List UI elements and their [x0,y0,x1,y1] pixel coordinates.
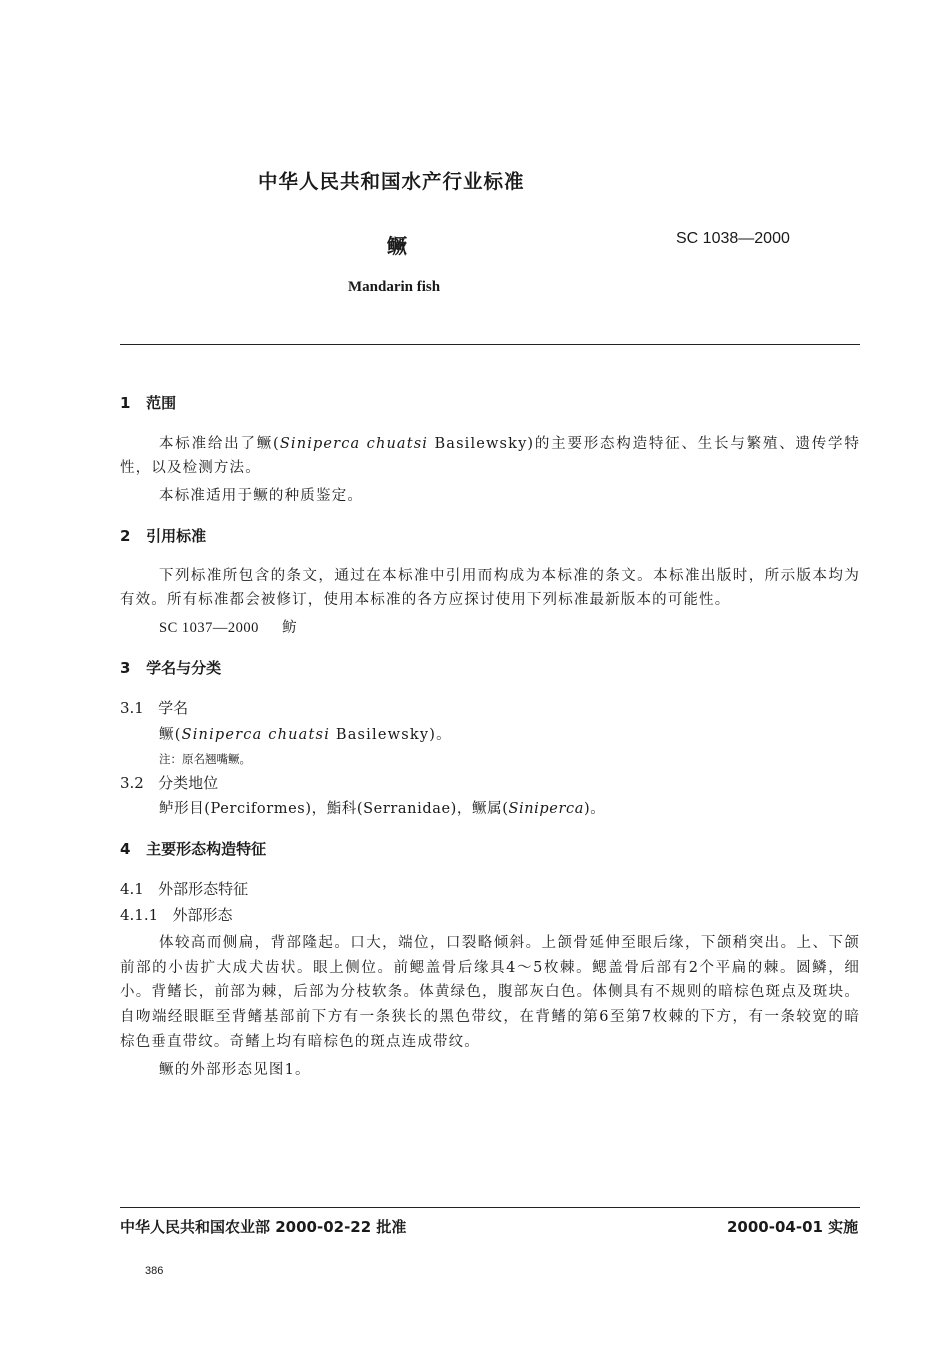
section-3-heading [120,657,221,678]
latin-name: Siniperca chuatsi [279,436,429,452]
reference-entry [159,616,298,637]
section-title: 范围 [146,394,177,412]
text-run: 本标准给出了鳜( [159,436,280,452]
taxonomic-position [159,797,605,818]
subsection-title: 外部形态 [172,906,233,924]
subsection-title: 分类地位 [158,774,219,792]
subsection-number: 4.1.1 [120,906,159,924]
latin-name: Siniperca [508,801,584,817]
page-number: 386 [145,1265,164,1277]
section-number: 2 [120,527,131,545]
section-title: 引用标准 [146,527,207,545]
title-en: Mandarin fish [348,279,441,295]
header-divider [120,344,860,345]
section-1-heading [120,392,176,413]
subsection-number: 3.2 [120,774,144,792]
section-number: 1 [120,394,131,412]
latin-name: Siniperca chuatsi [181,727,331,743]
scientific-name-note: 注：原名翘嘴鳜。 [159,752,251,766]
subsection-3-2-heading [120,772,218,793]
subsection-number: 4.1 [120,880,144,898]
section-1-paragraph [120,432,860,480]
standard-code: SC 1038—2000 [676,230,790,247]
reference-code: SC 1037—2000 [159,620,259,636]
text-run: )。 [583,801,606,817]
implementation-line: 2000-04-01 实施 [727,1218,859,1236]
text-run: Basilewsky)。 [330,727,452,743]
subsection-title: 学名 [158,699,189,717]
external-morphology-paragraph: 体较高而侧扁，背部隆起。口大，端位，口裂略倾斜。上颌骨延伸至眼后缘，下颌稍突出。上、下颌前部的小齿扩大成犬齿状。眼上侧位。前鳃盖骨后缘具4～5枚棘。鳃盖骨后部有2个平扁的棘。圆鳞，细小。背鳍长，前部为棘，后部为分枝软条。体黄绿色，腹部灰白色。体侧具有不规则的暗棕色斑点及斑块。自吻端经眼眶至背鳍基部前下方有一条狭长的黑色带纹，在背鳍的第6至第7枚棘的下方，有一条较宽的暗棕色垂直带纹。奇鳍上均有暗棕色的斑点连成带纹。 [120,935,860,1050]
section-2-paragraph: 下列标准所包含的条文，通过在本标准中引用而构成为本标准的条文。本标准出版时，所示版本均为有效。所有标准都会被修订，使用本标准的各方应探讨使用下列标准最新版本的可能性。 [120,568,860,608]
approval-line: 中华人民共和国农业部 2000-02-22 批准 [120,1218,407,1236]
title-cn: 鳜 [387,234,407,258]
subsection-4-1-heading [120,878,248,899]
section-number: 4 [120,840,131,858]
text-run: 鲈形目(Perciformes)，鮨科(Serranidae)，鳜属( [159,801,509,817]
section-number: 3 [120,659,131,677]
section-title: 主要形态构造特征 [146,840,267,858]
figure-reference: 鳜的外部形态见图1。 [159,1062,311,1078]
section-title: 学名与分类 [146,659,222,677]
section-1-scope: 本标准适用于鳜的种质鉴定。 [159,488,364,504]
text-run: Basilewsky)的主要形态构造特征、生长与繁殖、遗传学特性，以及检测方法。 [120,436,860,476]
scientific-name [159,723,452,744]
subsection-number: 3.1 [120,699,144,717]
standard-category: 中华人民共和国水产行业标准 [258,170,525,193]
footer-divider [120,1207,860,1208]
subsection-3-1-heading [120,697,188,718]
reference-title: 鲂 [282,620,298,636]
subsection-title: 外部形态特征 [158,880,249,898]
section-2-heading [120,525,206,546]
text-run: 鳜( [159,727,182,743]
section-4-heading [120,838,266,859]
subsection-4-1-1-heading [120,904,233,925]
